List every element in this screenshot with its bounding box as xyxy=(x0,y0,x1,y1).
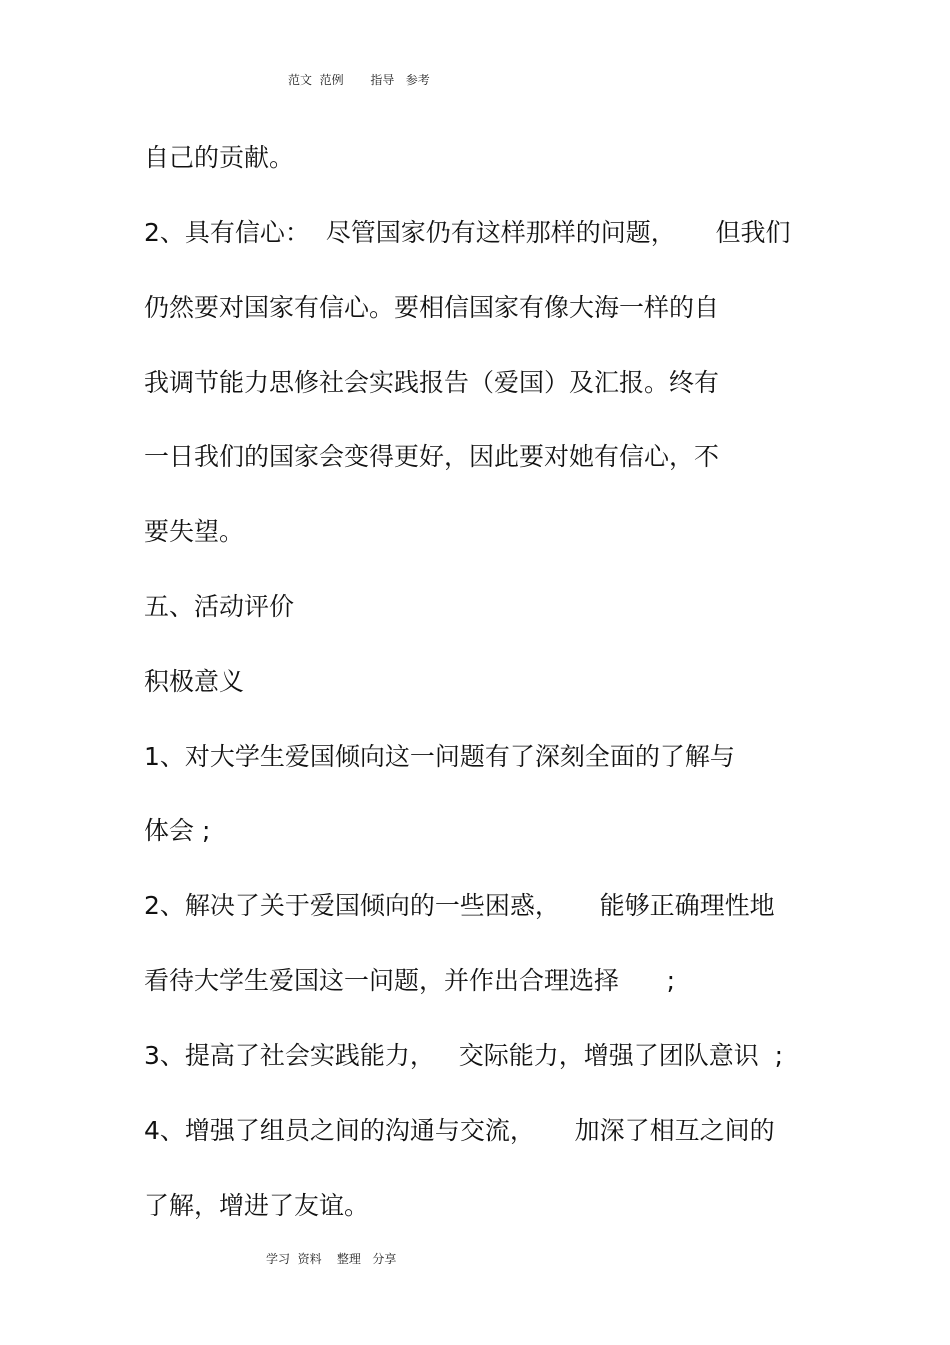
body-line-11: 2、解决了关于爱国倾向的一些困惑， 能够正确理性地 xyxy=(144,891,775,920)
page-footer: 学习 资料 整理 分享 xyxy=(266,1252,397,1266)
body-line-10: 体会 ; xyxy=(144,816,211,845)
body-line-12: 看待大学生爱国这一问题，并作出合理选择 ; xyxy=(144,966,676,995)
body-line-14: 4、增强了组员之间的沟通与交流， 加深了相互之间的 xyxy=(144,1116,775,1145)
body-line-5: 一日我们的国家会变得更好，因此要对她有信心，不 xyxy=(144,442,720,471)
body-line-1: 自己的贡献。 xyxy=(144,143,295,172)
body-line-2: 2、具有信心： 尽管国家仍有这样那样的问题， 但我们 xyxy=(144,218,791,247)
body-line-15: 了解，增进了友谊。 xyxy=(144,1191,370,1220)
section-heading: 五、活动评价 xyxy=(144,592,295,621)
body-line-3: 仍然要对国家有信心。要相信国家有像大海一样的自 xyxy=(144,293,720,322)
subsection-heading: 积极意义 xyxy=(144,667,245,696)
page-header: 范文 范例 指导 参考 xyxy=(288,73,430,87)
body-line-4: 我调节能力思修社会实践报告（爱国）及汇报。终有 xyxy=(144,368,720,397)
body-line-6: 要失望。 xyxy=(144,517,245,546)
body-line-9: 1、对大学生爱国倾向这一问题有了深刻全面的了解与 xyxy=(144,742,735,771)
body-line-13: 3、提高了社会实践能力， 交际能力，增强了团队意识 ; xyxy=(144,1041,784,1070)
